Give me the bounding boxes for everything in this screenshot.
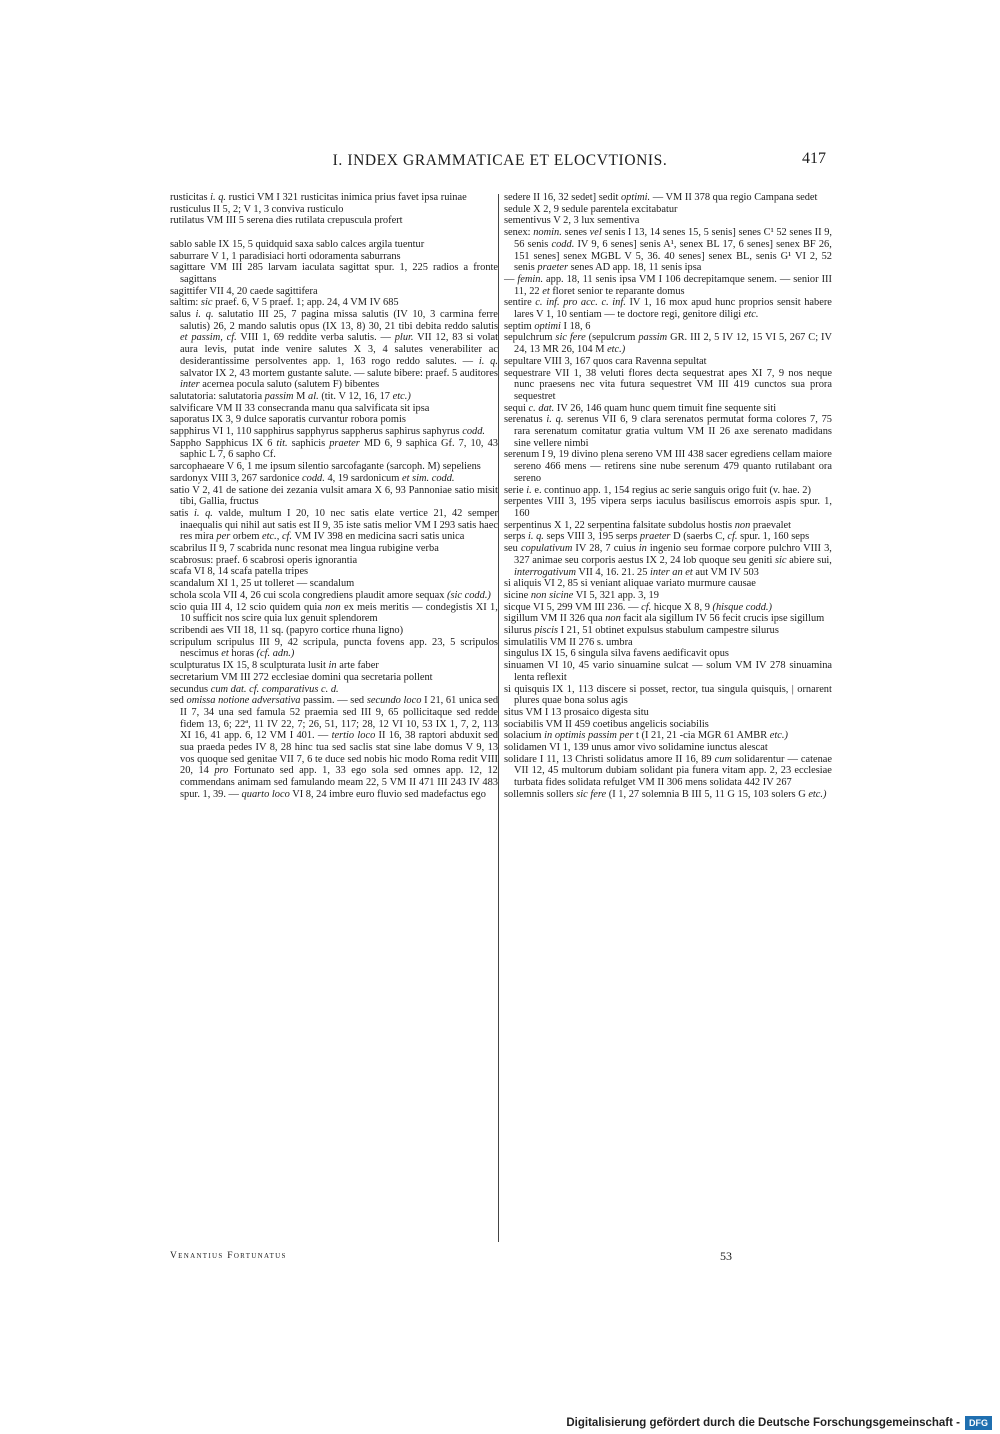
index-entry: sculpturatus IX 15, 8 sculpturata lusit in arte faber — [170, 660, 379, 672]
index-entry: sicque VI 5, 299 VM III 236. — cf. hicque X 8, 9 (hisque codd.) — [504, 601, 772, 613]
dfg-logo-icon: DFG — [965, 1416, 992, 1430]
index-entry: sarcophaeare V 6, 1 me ipsum silentio sarcofagante (sarcoph. M) sepeliens — [170, 461, 481, 473]
index-entry: serie i. e. continuo app. 1, 154 regius ac serie sanguis origo fuit (v. hae. 2) — [504, 484, 811, 496]
index-entry: scabrosus: praef. 6 scabrosi operis ignorantia — [170, 554, 358, 566]
index-entry: singulus IX 15, 6 singula silva favens aedificavit opus — [504, 648, 729, 660]
index-entry: sedule X 2, 9 sedule parentela excitabatur — [504, 203, 678, 215]
index-entry: senex: nomin. senes vel senis I 13, 14 senes 15, 5 senis] senes C¹ 52 senes II 9, 56 senis codd. IV 9, 6 senes] senis A¹, senex BL 17, 6 senes] senex BF 26, 151 senes] senex MGBL V 5, 36. 40 senes] senex BL, senis G¹ VI 2, 52 senis praeter senes AD app. 18, 11 senis ipsa — [504, 227, 832, 274]
running-title: I. INDEX GRAMMATICAE ET ELOCVTIONIS. — [332, 152, 668, 169]
index-entry: saltim: sic praef. 6, V 5 praef. 1; app. 24, 4 VM IV 685 — [170, 297, 399, 309]
index-column-left — [170, 192, 498, 801]
index-entry: rutilatus VM III 5 serena dies rutilata crepuscula profert — [170, 215, 403, 227]
index-entry: serpentes VIII 3, 195 vipera serps iaculus basiliscus emorrois aspis spur. 1, 160 — [504, 496, 832, 519]
index-entry: situs VM I 13 prosaico digesta situ — [504, 706, 649, 718]
page-number: 417 — [802, 150, 826, 167]
index-entry: sicine non sicine VI 5, 321 app. 3, 19 — [504, 589, 659, 601]
index-entry: sequi c. dat. IV 26, 146 quam hunc quem timuit fine sequente siti — [504, 402, 777, 414]
index-entry: sardonyx VIII 3, 267 sardonice codd. 4, 19 sardonicum et sim. codd. — [170, 472, 455, 484]
index-entry: sementivus V 2, 3 lux sementiva — [504, 215, 640, 227]
index-entry: sociabilis VM II 459 coetibus angelicis sociabilis — [504, 718, 709, 730]
index-entry: scripulum scripulus III 9, 42 scripula, puncta fovens app. 23, 5 scripulos nescimus et horas (cf. adn.) — [170, 636, 498, 660]
page-footer — [168, 1251, 832, 1269]
index-entry: salutatoria: salutatoria passim M al. (tit. V 12, 16, 17 etc.) — [170, 390, 411, 402]
index-entry: scandalum XI 1, 25 ut tolleret — scandalum — [170, 578, 355, 590]
index-entry: salvificare VM II 33 consecranda manu qua salvificata sit ipsa — [170, 402, 430, 414]
index-entry: sepultare VIII 3, 167 quos cara Ravenna sepultat — [504, 355, 707, 367]
index-entry: sepulchrum sic fere (sepulcrum passim GR. III 2, 5 IV 12, 15 VI 5, 267 C; IV 24, 13 MR 26, 104 M etc.) — [504, 332, 832, 356]
index-entry: saporatus IX 3, 9 dulce saporatis curvantur robora pomis — [170, 414, 406, 426]
index-column-right — [504, 192, 832, 801]
funding-notice-text: Digitalisierung gefördert durch die Deutsche Forschungsgemeinschaft - — [566, 1417, 960, 1429]
running-header — [168, 148, 832, 178]
index-entry: solacium in optimis passim per t (I 21, 21 -cia MGR 61 AMBR etc.) — [504, 730, 788, 742]
index-entry: serps i. q. seps VIII 3, 195 serps praeter D (saerbs C, cf. spur. 1, 160 seps — [504, 531, 810, 543]
index-entry: scabrilus II 9, 7 scabrida nunc resonat mea lingua rubigine verba — [170, 543, 439, 555]
index-entry: sinuamen VI 10, 45 vario sinuamine sulcat — solum VM IV 278 sinuamina lenta reflexit — [504, 660, 833, 683]
index-entry: septim optimi I 18, 6 — [504, 320, 591, 332]
index-entry: serpentinus X 1, 22 serpentina falsitate subdolus hostis non praevalet — [504, 519, 791, 531]
index-entry: si aliquis VI 2, 85 si veniant aliquae variato murmure causae — [504, 578, 756, 590]
index-entry: sapphirus VI 1, 110 sapphirus sapphyrus sappherus saphirus saphyrus codd. — [170, 426, 486, 438]
index-entry: simulatilis VM II 276 s. umbra — [504, 636, 633, 648]
index-entry: si quisquis IX 1, 113 discere si posset, rector, tua singula quisquis, | ornarent plures quae bona solus agis — [504, 683, 832, 707]
index-entry: salus i. q. salutatio III 25, 7 pagina missa salutis (IV 10, 3 carmina ferre salutis) 26, 2 mando salutis opus (IX 13, 8) 30, 21 tibi debita reddo salutis et passim, cf. VIII 1, 69 reddite verba salutis. — plur. VII 12, 83 si volat aura levis, putat inde venire salutes X 3, 4 salutes venerabiliter ac desiderantissime persolventes app. 1, 163 rogo reddo salutes. — i. q. salvator IX 2, 43 mortem gustante salute. — salute bibere: praef. 5 auditores inter acernea pocula saluto (salutem F) bibentes — [170, 309, 499, 391]
signature-mark: 53 — [720, 1249, 732, 1263]
index-entry: rusticulus II 5, 2; V 1, 3 conviva rusticulo — [170, 203, 344, 215]
index-entry: silurus piscis I 21, 51 obtinet expulsus stabulum campestre silurus — [504, 625, 779, 637]
index-entry: scafa VI 8, 14 scafa patella tripes — [170, 566, 309, 578]
index-entry: secretarium VM III 272 ecclesiae domini qua secretaria pollent — [170, 671, 433, 683]
index-entry: sollemnis sollers sic fere (I 1, 27 solemnia B III 5, 11 G 15, 103 solers G etc.) — [504, 788, 827, 800]
index-entry: satis i. q. valde, multum I 20, 10 nec satis elate vertice 21, 42 semper inaequalis qui nihil aut satis est II 9, 35 iste satis melior VM I 293 satis haec res mira per orbem etc., cf. VM IV 398 en medicina sacri satis unica — [170, 507, 499, 543]
index-entry: secundus cum dat. cf. comparativus c. d. — [170, 683, 339, 695]
index-entry: sentire c. inf. pro acc. c. inf. IV 1, 16 mox apud hunc proprios sensit habere lares V 1, 10 sentiam — te doctore regi, genitore diligi etc. — [504, 297, 832, 321]
index-entry: saburrare V 1, 1 paradisiaci horti odoramenta saburrans — [170, 250, 401, 262]
index-entry: scribendi aes VII 18, 11 sq. (papyro cortice rhuna ligno) — [170, 625, 404, 636]
footer-author: Venantius Fortunatus — [170, 1251, 287, 1261]
index-entry: — femin. app. 18, 11 senis ipsa VM I 106 decrepitamque senem. — senior III 11, 22 et floret senior te reparante domus — [504, 273, 832, 297]
index-entry: schola scola VII 4, 26 cui scola congrediens plaudit amore sequax (sic codd.) — [170, 589, 491, 601]
funding-notice — [566, 1416, 992, 1430]
index-entry: scio quia III 4, 12 scio quidem quia non ex meis meritis — condegistis XI 1, 10 sufficit nos scire quia lux genuit splendorem — [170, 601, 498, 625]
index-entry: rusticitas i. q. rustici VM I 321 rusticitas inimica prius favet ipsa ruinae — [170, 192, 467, 203]
index-entry: satio V 2, 41 de satione dei zezania vulsit amara X 6, 93 Pannoniae satio misit tibi, Gallia, fructus — [170, 484, 498, 508]
index-entry: seu copulativum IV 28, 7 cuius in ingenio seu formae corpore pulchro VIII 3, 327 animae seu corporis aestus IX 2, 24 lob quoque seu geniti sic abiere sui, interrogativum VII 4, 16. 21. 25 inter an et aut VM IV 503 — [504, 543, 832, 578]
index-entry: sigillum VM II 326 qua non facit ala sigillum IV 56 fecit crucis ipse sigillum — [504, 613, 825, 625]
column-divider — [498, 194, 499, 1242]
index-entry: solidamen VI 1, 139 unus amor vivo solidamine iunctus alescat — [504, 742, 768, 754]
index-entry: sagittifer VII 4, 20 caede sagittifera — [170, 285, 318, 297]
index-entry: sequestrare VII 1, 38 veluti flores decta sequestrat apes XI 7, 9 nos neque nunc praesens nec vita futura sequestret VM III 419 cunctos sua prora sequestret — [504, 367, 832, 402]
index-entry: solidare I 11, 13 Christi solidatus amore II 16, 89 cum solidarentur — catenae VII 12, 45 multorum dubiam solidant pia funera vitam app. 2, 23 ecclesiae turbata fides solidata refulget VM II 306 mens solidata 442 IV 267 — [504, 753, 832, 789]
index-entry: sedere II 16, 32 sedet] sedit optimi. — VM II 378 qua regio Campana sedet — [504, 192, 818, 203]
index-entry: sablo sable IX 15, 5 quidquid saxa sablo calces argila tuentur — [170, 238, 425, 250]
index-entry: Sappho Sapphicus IX 6 tit. saphicis praeter MD 6, 9 saphica Gf. 7, 10, 43 saphic L 7, 6 sapho Cf. — [170, 437, 498, 461]
index-entry: serenatus i. q. serenus VII 6, 9 clara serenatos permutat forma colores 7, 75 rara serenatum comitatur gratia vultum VM II 26 axe serenato madidans sine vellere nimbi — [504, 414, 832, 449]
index-entry: sagittare VM III 285 larvam iaculata sagittat spur. 1, 225 radios a fronte sagittans — [170, 262, 499, 285]
index-entry: sed omissa notione adversativa passim. — sed secundo loco I 21, 61 unica sed II 7, 34 una sed famula 52 praemia sed III 9, 65 pollicitaque sed redde fidem 13, 6; 22ª, 11 IV 22, 7; 26, 51, 117; 28, 12 VI 10, 53 IX 1, 7, 2, 113 XI 16, 41 app. 6, 12 VM I 401. — tertio loco II 16, 38 raptori abduxit sed sua praeda pedes IV 8, 28 hinc tua sed saclis stat sine labe domus V 9, 13 vos quoque sed genitae VII 7, 6 te duce sed nobis hic modo Roma redit VIII 20, 14 pro Fortunato sed app. 1, 33 ego sola sed omnes app. 12, 12 commendans animam sed famulando meam 22, 5 VM II 471 III 243 IV 483 spur. 1, 39. — quarto loco VI 8, 24 imbre euro fluvio sed madefactus ego — [170, 695, 499, 800]
index-entry: serenum I 9, 19 divino plena sereno VM III 438 sacer egrediens cellam maiore sereno 466 mens — retirens sine nube serenum 479 quanto rutilabant ora sereno — [504, 449, 832, 484]
